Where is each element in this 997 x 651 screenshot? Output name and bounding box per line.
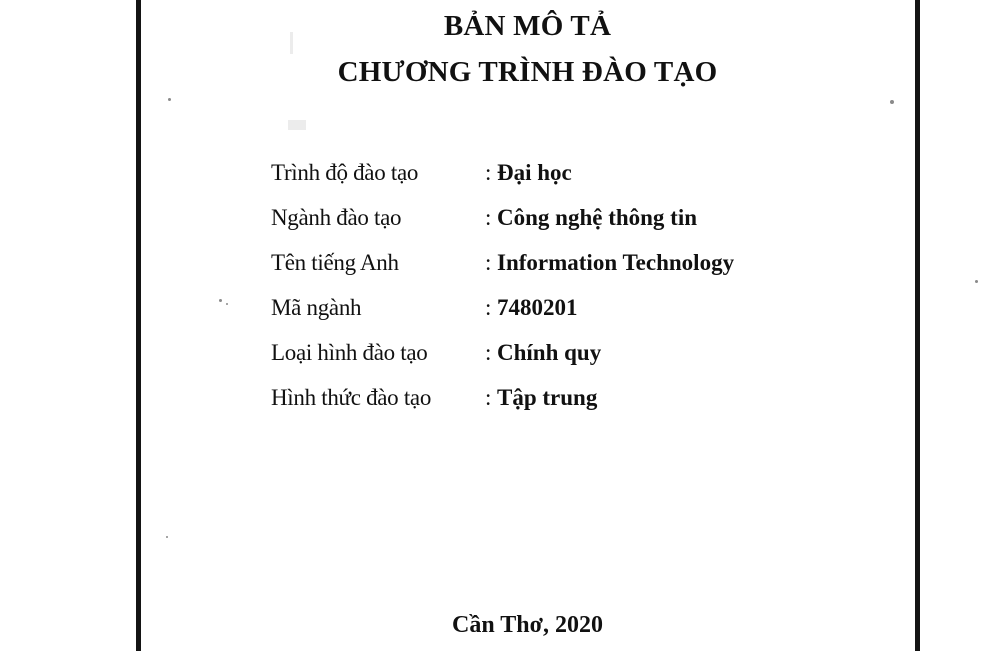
- field-label: Loại hình đào tạo: [271, 340, 428, 365]
- field-label: Trình độ đào tạo: [271, 160, 419, 185]
- field-separator: :: [485, 205, 492, 230]
- field-separator: :: [485, 295, 492, 320]
- scan-speck: [219, 299, 222, 302]
- field-label: Mã ngành: [271, 295, 362, 320]
- place-and-year: Cần Thơ, 2020: [452, 612, 603, 638]
- page-frame-right-border: [915, 0, 920, 651]
- scan-speck: [166, 536, 168, 538]
- field-separator: :: [485, 250, 492, 275]
- field-value: Information Technology: [497, 250, 735, 275]
- field-label: Tên tiếng Anh: [271, 250, 399, 275]
- field-label: Hình thức đào tạo: [271, 385, 432, 410]
- scan-speck: [975, 280, 978, 283]
- scan-speck: [890, 100, 894, 104]
- document-title-line-2: CHƯƠNG TRÌNH ĐÀO TẠO: [337, 56, 718, 88]
- field-value: Tập trung: [497, 385, 598, 410]
- field-value: Công nghệ thông tin: [497, 205, 698, 230]
- field-value: Đại học: [497, 160, 572, 185]
- scan-artifact: [288, 120, 306, 130]
- field-value: Chính quy: [497, 340, 602, 365]
- field-separator: :: [485, 385, 492, 410]
- field-label: Ngành đào tạo: [271, 205, 402, 230]
- field-separator: :: [485, 160, 492, 185]
- scan-speck: [226, 303, 228, 305]
- field-separator: :: [485, 340, 492, 365]
- document-title-line-1: BẢN MÔ TẢ: [443, 10, 612, 42]
- scan-speck: [168, 98, 171, 101]
- page-frame-left-border: [136, 0, 141, 651]
- field-value: 7480201: [497, 295, 578, 320]
